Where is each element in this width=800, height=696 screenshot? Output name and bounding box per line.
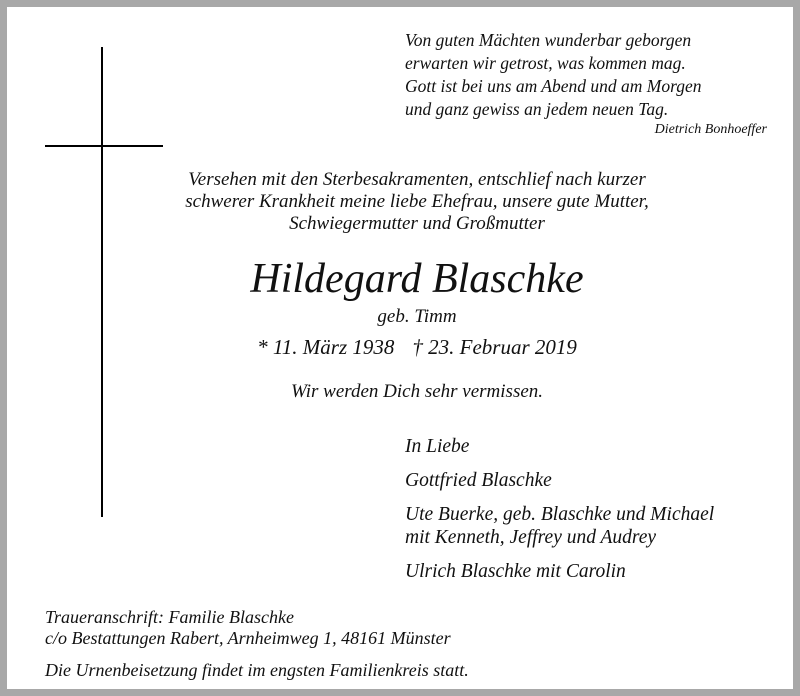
quote-line: Von guten Mächten wunderbar geborgen <box>405 30 692 50</box>
condolence-address <box>45 607 451 649</box>
quote-line: Gott ist bei uns am Abend und am Morgen <box>405 76 702 96</box>
maiden-name: geb. Timm <box>377 306 457 327</box>
mourner-line: Ulrich Blaschke mit Carolin <box>405 561 626 582</box>
address-line: c/o Bestattungen Rabert, Arnheimweg 1, 48161 Münster <box>45 628 451 648</box>
quote-line: und ganz gewiss an jedem neuen Tag. <box>405 99 669 119</box>
quote-line: erwarten wir getrost, was kommen mag. <box>405 53 686 73</box>
intro-line: Schwiegermutter und Großmutter <box>289 213 545 234</box>
mourner-line: Ute Buerke, geb. Blaschke und Michael <box>405 504 715 525</box>
cross-vertical-bar <box>101 47 103 517</box>
cross-horizontal-bar <box>45 145 163 147</box>
life-dates <box>167 334 667 360</box>
mourner-line: mit Kenneth, Jeffrey und Audrey <box>405 527 657 548</box>
intro-text <box>167 169 667 235</box>
quote-author: Dietrich Bonhoeffer <box>654 122 767 137</box>
bonhoeffer-quote <box>405 29 767 139</box>
mourner-line: Gottfried Blaschke <box>405 470 552 491</box>
deceased-name: Hildegard Blaschke <box>250 256 584 302</box>
address-line: Traueranschrift: Familie Blaschke <box>45 607 294 627</box>
mourners-block <box>405 435 714 583</box>
death-date: † 23. Februar 2019 <box>412 335 577 359</box>
mourners-heading: In Liebe <box>405 436 470 457</box>
intro-line: schwerer Krankheit meine liebe Ehefrau, unsere gute Mutter, <box>185 191 649 212</box>
birth-date: * 11. März 1938 <box>257 335 395 359</box>
intro-line: Versehen mit den Sterbesakramenten, entschlief nach kurzer <box>188 169 646 190</box>
burial-note: Die Urnenbeisetzung findet im engsten Familienkreis statt. <box>45 660 469 680</box>
farewell-text: Wir werden Dich sehr vermissen. <box>290 381 544 402</box>
